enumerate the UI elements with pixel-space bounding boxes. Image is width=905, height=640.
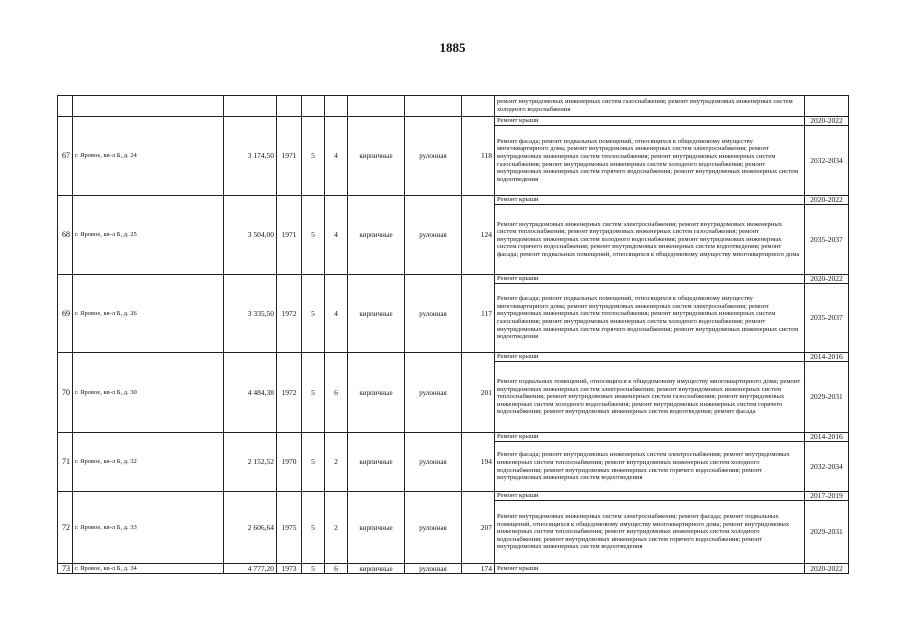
roof-type: рулонная xyxy=(405,117,462,196)
building-address: г. Яровое, кв-л Б, д. 33 xyxy=(73,492,224,564)
roof-type: рулонная xyxy=(405,275,462,353)
floor-count: 5 xyxy=(302,564,325,574)
repair-works: Ремонт фасада; ремонт внутридомовых инженерных систем электроснабжения; ремонт внутридомовых инженерных систем теплоснабжения; ремонт внутридомовых инженерных систем холодного водоснабжения; ремонт внутридомовых инженерных систем горячего водоснабжения; ремонт внутридомовых инженерных систем водоотведения xyxy=(495,442,805,492)
total-area: 3 335,50 xyxy=(224,275,277,353)
resident-count: 118 xyxy=(462,117,495,196)
table-row xyxy=(58,96,849,117)
repair-period: 2014-2016 xyxy=(805,353,849,362)
building-address: г. Яровое, кв-л Б, д. 24 xyxy=(73,117,224,196)
entrance-count xyxy=(325,96,348,117)
table-row xyxy=(58,492,849,501)
resident-count: 201 xyxy=(462,353,495,433)
resident-count: 194 xyxy=(462,433,495,492)
repair-works: Ремонт фасада; ремонт подвальных помещений, относящихся к общедомовому имуществу многоквартирного дома; ремонт внутридомовых инженерных систем электроснабжения; ремонт внутридомовых инженерных систем теплоснабжения; ремонт внутридомовых инженерных систем газоснабжения; ремонт внутридомовых инженерных систем холодного водоснабжения; ремонт внутридомовых инженерных систем горячего водоснабжения; ремонт внутридомовых инженерных систем водоотведения xyxy=(495,284,805,353)
entrance-count: 2 xyxy=(325,433,348,492)
table-row xyxy=(58,275,849,284)
entrance-count: 6 xyxy=(325,564,348,574)
roof-type: рулонная xyxy=(405,433,462,492)
total-area: 4 484,38 xyxy=(224,353,277,433)
wall-material: кирпичные xyxy=(348,196,405,275)
resident-count: 124 xyxy=(462,196,495,275)
repair-period: 2020-2022 xyxy=(805,564,849,574)
repair-works: Ремонт внутридомовых инженерных систем электроснабжения; ремонт фасада; ремонт подвальных помещений, относящихся к общедомовому имуществу многоквартирного дома; ремонт внутридомовых инженерных систем теплоснабжения; ремонт внутридомовых инженерных систем холодного водоснабжения; ремонт внутридомовых инженерных систем горячего водоснабжения; ремонт внутридомовых инженерных систем водоотведения xyxy=(495,501,805,564)
repair-works: Ремонт крыши xyxy=(495,492,805,501)
entrance-count: 4 xyxy=(325,117,348,196)
table-row xyxy=(58,433,849,442)
floor-count: 5 xyxy=(302,117,325,196)
repair-period: 2035-2037 xyxy=(805,205,849,275)
repair-period xyxy=(805,96,849,117)
entrance-count: 4 xyxy=(325,196,348,275)
repair-period: 2020-2022 xyxy=(805,275,849,284)
row-number: 69 xyxy=(58,275,73,353)
construction-year: 1971 xyxy=(277,117,302,196)
row-number: 72 xyxy=(58,492,73,564)
wall-material: кирпичные xyxy=(348,492,405,564)
roof-type: рулонная xyxy=(405,492,462,564)
resident-count: 207 xyxy=(462,492,495,564)
floor-count: 5 xyxy=(302,492,325,564)
roof-type: рулонная xyxy=(405,196,462,275)
repair-period: 2020-2022 xyxy=(805,196,849,205)
roof-type: рулонная xyxy=(405,564,462,574)
building-address xyxy=(73,96,224,117)
construction-year: 1971 xyxy=(277,196,302,275)
wall-material: кирпичные xyxy=(348,564,405,574)
repair-works: Ремонт фасада; ремонт подвальных помещений, относящихся к общедомовому имуществу многоквартирного дома; ремонт внутридомовых инженерных систем электроснабжения; ремонт внутридомовых инженерных систем теплоснабжения; ремонт внутридомовых инженерных систем газоснабжения; ремонт внутридомовых инженерных систем холодного водоснабжения; ремонт внутридомовых инженерных систем горячего водоснабжения; ремонт внутридомовых инженерных систем водоотведения xyxy=(495,126,805,196)
repair-works: Ремонт крыши xyxy=(495,117,805,126)
resident-count xyxy=(462,96,495,117)
construction-year: 1970 xyxy=(277,433,302,492)
entrance-count: 4 xyxy=(325,275,348,353)
building-address: г. Яровое, кв-л Б, д. 32 xyxy=(73,433,224,492)
repair-period: 2014-2016 xyxy=(805,433,849,442)
repair-period: 2017-2019 xyxy=(805,492,849,501)
table-row xyxy=(58,196,849,205)
floor-count: 5 xyxy=(302,353,325,433)
row-number: 71 xyxy=(58,433,73,492)
repair-period: 2020-2022 xyxy=(805,117,849,126)
repair-period: 2029-2031 xyxy=(805,362,849,433)
table-body xyxy=(58,96,849,574)
construction-year: 1973 xyxy=(277,564,302,574)
wall-material xyxy=(348,96,405,117)
row-number: 67 xyxy=(58,117,73,196)
table-row xyxy=(58,564,849,574)
repair-works: Ремонт крыши xyxy=(495,196,805,205)
total-area xyxy=(224,96,277,117)
capital-repair-table xyxy=(57,95,849,574)
row-number: 68 xyxy=(58,196,73,275)
construction-year: 1972 xyxy=(277,353,302,433)
floor-count: 5 xyxy=(302,196,325,275)
row-number: 70 xyxy=(58,353,73,433)
construction-year: 1972 xyxy=(277,275,302,353)
floor-count: 5 xyxy=(302,275,325,353)
floor-count: 5 xyxy=(302,433,325,492)
roof-type xyxy=(405,96,462,117)
row-number: 73 xyxy=(58,564,73,574)
page-number: 1885 xyxy=(439,40,466,55)
repair-period: 2035-2037 xyxy=(805,284,849,353)
total-area: 3 504,00 xyxy=(224,196,277,275)
entrance-count: 2 xyxy=(325,492,348,564)
building-address: г. Яровое, кв-л Б, д. 25 xyxy=(73,196,224,275)
repair-period: 2029-2031 xyxy=(805,501,849,564)
wall-material: кирпичные xyxy=(348,433,405,492)
entrance-count: 6 xyxy=(325,353,348,433)
repair-works: Ремонт крыши xyxy=(495,275,805,284)
repair-works: Ремонт крыши xyxy=(495,433,805,442)
repair-period: 2032-2034 xyxy=(805,442,849,492)
total-area: 2 606,64 xyxy=(224,492,277,564)
construction-year: 1975 xyxy=(277,492,302,564)
building-address: г. Яровое, кв-л Б, д. 26 xyxy=(73,275,224,353)
repair-works: Ремонт подвальных помещений, относящихся к общедомовому имуществу многоквартирного дома; ремонт внутридомовых инженерных систем электроснабжения; ремонт внутридомовых инженерных систем теплоснабжения; ремонт внутридомовых инженерных систем газоснабжения; ремонт внутридомовых инженерных систем холодного водоснабжения; ремонт внутридомовых инженерных систем горячего водоснабжения; ремонт внутридомовых инженерных систем водоотведения; ремонт фасада xyxy=(495,362,805,433)
total-area: 3 174,50 xyxy=(224,117,277,196)
wall-material: кирпичные xyxy=(348,275,405,353)
repair-period: 2032-2034 xyxy=(805,126,849,196)
total-area: 4 777,20 xyxy=(224,564,277,574)
table-row xyxy=(58,353,849,362)
total-area: 2 152,52 xyxy=(224,433,277,492)
building-address: г. Яровое, кв-л Б, д. 34 xyxy=(73,564,224,574)
wall-material: кирпичные xyxy=(348,117,405,196)
row-number xyxy=(58,96,73,117)
repair-works: Ремонт крыши xyxy=(495,564,805,574)
roof-type: рулонная xyxy=(405,353,462,433)
table-row xyxy=(58,117,849,126)
resident-count: 174 xyxy=(462,564,495,574)
wall-material: кирпичные xyxy=(348,353,405,433)
construction-year xyxy=(277,96,302,117)
resident-count: 117 xyxy=(462,275,495,353)
building-address: г. Яровое, кв-л Б, д. 30 xyxy=(73,353,224,433)
floor-count xyxy=(302,96,325,117)
repair-works: Ремонт крыши xyxy=(495,353,805,362)
repair-works: ремонт внутридомовых инженерных систем газоснабжения; ремонт внутридомовых инженерных систем холодного водоснабжения xyxy=(495,96,805,117)
repair-works: Ремонт внутридомовых инженерных систем электроснабжения; ремонт внутридомовых инженерных систем теплоснабжения; ремонт внутридомовых инженерных систем газоснабжения; ремонт внутридомовых инженерных систем холодного водоснабжения; ремонт внутридомовых инженерных систем горячего водоснабжения; ремонт внутридомовых инженерных систем водоотведения; ремонт фасада; ремонт подвальных помещений, относящихся к общедомовому имуществу многоквартирного дома xyxy=(495,205,805,275)
